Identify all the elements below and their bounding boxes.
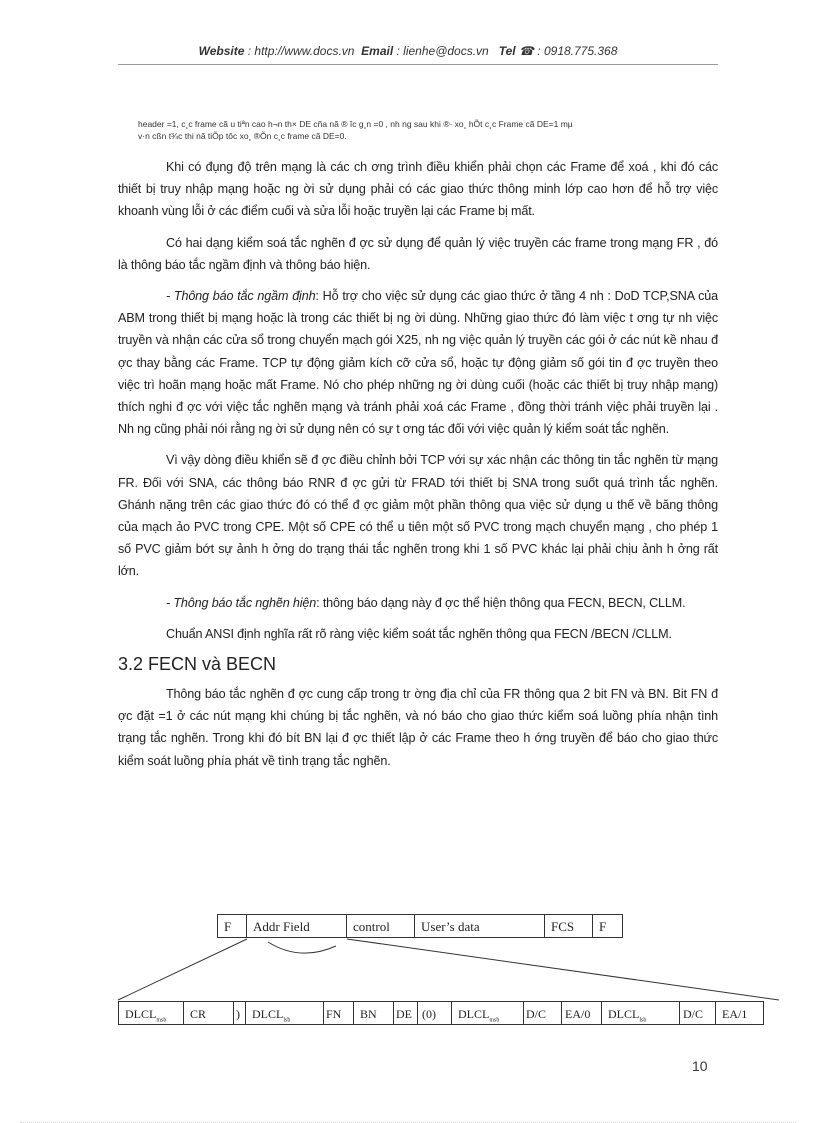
implicit-notice-label: - Thông báo tắc ngầm định bbox=[166, 289, 316, 304]
paragraph-6: Chuẩn ANSI định nghĩa rất rõ ràng việc kiểm soát tắc nghẽn thông qua FECN /BECN /CLLM. bbox=[166, 626, 672, 641]
frame-top-addr-field: Addr Field bbox=[247, 914, 347, 938]
paragraph-5-text: : thông báo dạng này đ ợc thể hiện thông qua FECN, BECN, CLLM. bbox=[316, 595, 686, 610]
frame-bottom-zero: (0) bbox=[418, 1001, 452, 1025]
small-note bbox=[138, 118, 718, 142]
email-value: : lienhe@docs.vn bbox=[396, 44, 489, 58]
frame-bottom-de: DE bbox=[394, 1001, 418, 1025]
frame-bottom-fn: FN bbox=[324, 1001, 354, 1025]
frame-bottom-dc: D/C bbox=[524, 1001, 562, 1025]
frame-format-top bbox=[217, 914, 623, 938]
paragraph-1: Khi có đụng độ trên mạng là các ch ơng trình điều khiển phải chọn các Frame để xoá , khi đó các thiết bị truy nhập mạng hoặc ng ời sử dụng phải có các giao thức thông minh lớp cao hơn để hỗ trợ việc khoanh vùng lỗi ở các điểm cuối và sửa lỗi hoặc truyền lại các Frame bị mất. bbox=[118, 160, 718, 219]
phone-icon: ☎ bbox=[519, 44, 534, 58]
tel-value: : 0918.775.368 bbox=[537, 44, 618, 58]
frame-top-control: control bbox=[347, 914, 415, 938]
page-number: 10 bbox=[692, 1058, 708, 1074]
frame-format-bottom bbox=[118, 1001, 764, 1025]
frame-bottom-dc-2: D/C bbox=[680, 1001, 716, 1025]
page-header bbox=[0, 44, 816, 58]
frame-bottom-ea1: EA/1 bbox=[716, 1001, 764, 1025]
explicit-notice-label: - Thông báo tắc nghẽn hiện bbox=[166, 595, 317, 610]
frame-top-user-data: User’s data bbox=[415, 914, 545, 938]
small-note-line1: header =1, c¸c frame cã u tiªn cao h¬n th× DE cña nã ® îc g¸n =0 , nh ng sau khi ®· xo¸ hÕt c¸c Frame cã DE=1 mµ bbox=[138, 119, 573, 129]
website-label: Website bbox=[198, 44, 245, 58]
email-label: Email bbox=[361, 44, 394, 58]
frame-top-flag-start: F bbox=[217, 914, 247, 938]
paragraph-4: Vì vậy dòng điều khiển sẽ đ ợc điều chỉnh bởi TCP với sự xác nhận các thông tin tắc nghẽn từ mạng FR. Đối với SNA, các thông báo RNR đ ợc gửi từ FRAD tới thiết bị SNA trong suốt quá trình tắc nghẽn. Ghánh nặng trên các giao thức đó có thể đ ợc giảm một phần thông qua việc sử dụng u thế về băng thông của mạch ảo PVC trong CPE. Một số CPE có thể u tiên một số PVC trong mạch chuyển mạng , cho phép 1 số PVC giảm bớt sự ảnh h ởng do trạng thái tắc nghẽn trong khi 1 số PVC khác lại phải chịu ảnh h ởng rất lớn. bbox=[118, 453, 718, 579]
frame-top-flag-end: F bbox=[593, 914, 623, 938]
frame-bottom-bn: BN bbox=[354, 1001, 394, 1025]
frame-bottom-dlcl-lsb-2: $DLCL_{lsb}$ bbox=[602, 1001, 680, 1025]
frame-bottom-bit: ) bbox=[234, 1001, 246, 1025]
frame-top-fcs: FCS bbox=[545, 914, 593, 938]
frame-bottom-dlcl-msb: $DLCL_{msb}$ bbox=[118, 1001, 184, 1025]
header-divider bbox=[118, 64, 718, 65]
small-note-line2: v·n cßn t¾c thi nã tiÕp tôc xo¸ ®Õn c¸c frame cã DE=0. bbox=[138, 131, 347, 141]
tel-label: Tel bbox=[498, 44, 516, 58]
frame-bottom-dlcl-lsb: $DLCL_{lsb}$ bbox=[246, 1001, 324, 1025]
page-body bbox=[118, 118, 718, 781]
frame-bottom-cr: CR bbox=[184, 1001, 234, 1025]
paragraph-7: Thông báo tắc nghẽn đ ợc cung cấp trong tr ờng địa chỉ của FR thông qua 2 bit FN và BN. Bit FN đ ợc đặt =1 ở các nút mạng khi chúng bị tắc nghẽn, và nó báo cho giao thức kiểm soá luồng phía nhận tình trạng tắc nghẽn. Trong khi đó bít BN lại đ ợc thiết lập ở các Frame theo h ớng truyền để báo cho giao thức kiểm soát luồng phía phát về tình trạng tắc nghẽn. bbox=[118, 687, 718, 768]
paragraph-3 bbox=[118, 285, 718, 440]
paragraph-5 bbox=[118, 592, 718, 614]
website-value: : http://www.docs.vn bbox=[247, 44, 355, 58]
section-title: 3.2 FECN và BECN bbox=[118, 654, 277, 675]
paragraph-2: Có hai dạng kiểm soá tắc nghẽn đ ợc sử dụng để quản lý việc truyền các frame trong mạng FR , đó là thông báo tắc ngầm định và thông báo hiện. bbox=[118, 235, 718, 272]
paragraph-3-text: : Hỗ trợ cho việc sử dụng các giao thức ở tầng 4 nh : DoD TCP,SNA của ABM trong thiết bị mạng hoặc là trong các thiết bị ng ời dùng. Những giao thức đó làm việc t ơng tự nh việc truyền và nhận các cửa sổ trong chuyển mạch gói X25, nh ng việc quản lý truyền các gói ở các nút kề nhau đ ợc thay bằng các Frame. TCP tự động giảm kích cỡ cửa sổ, hoặc tự động giảm số gói tin đ ợc truyền theo việc trì hoãn mạng hoặc mất Frame. Nó cho phép những ng ời dùng cuối (hoặc các thiết bị truy nhập mạng) thích nghi đ ợc với việc tắc nghẽn mạng và tránh phải xoá các Frame , đồng thời tránh việc phải truyền lại . Nh ng cũng phải nói rằng ng ời sử dụng nên có sự t ơng tác đối với việc quản lý kiểm soát tắc nghẽn. bbox=[118, 289, 718, 437]
frame-bottom-dlcl-msb-2: $DLCL_{msb}$ bbox=[452, 1001, 524, 1025]
frame-bottom-ea0: EA/0 bbox=[562, 1001, 602, 1025]
